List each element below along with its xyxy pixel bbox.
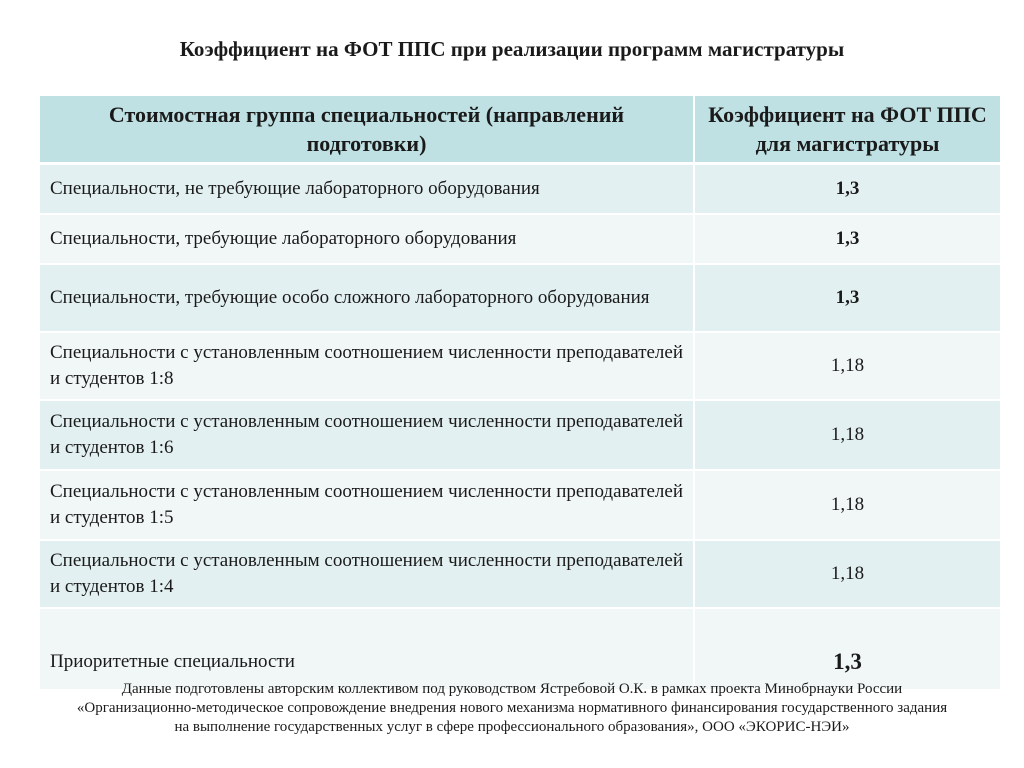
footnote-line: «Организационно-методическое сопровождение внедрения нового механизма нормативного финансирования государственного задания <box>76 700 948 716</box>
row-value: 1,18 <box>695 333 1000 401</box>
row-value: 1,3 <box>695 609 1000 691</box>
source-footnote <box>0 680 1024 737</box>
row-label: Приоритетные специальности <box>40 609 695 691</box>
table-row <box>40 265 1000 333</box>
footnote-line: на выполнение государственных услуг в сфере профессионального образования», ООО «ЭКОРИС-НЭИ» <box>174 719 850 735</box>
footnote-line: Данные подготовлены авторским коллективом под руководством Ястребовой О.К. в рамках проекта Минобрнауки России <box>121 681 903 697</box>
table-row <box>40 401 1000 471</box>
coefficient-table <box>40 96 1000 691</box>
row-value: 1,18 <box>695 401 1000 471</box>
row-label: Специальности с установленным соотношением численности преподавателей и студентов 1:8 <box>40 333 695 401</box>
row-label: Специальности с установленным соотношением численности преподавателей и студентов 1:5 <box>40 471 695 541</box>
row-value: 1,18 <box>695 541 1000 609</box>
row-value: 1,18 <box>695 471 1000 541</box>
table-header-row <box>40 96 1000 165</box>
table-row <box>40 609 1000 691</box>
table-row <box>40 333 1000 401</box>
column-header-group: Стоимостная группа специальностей (направлений подготовки) <box>40 96 695 165</box>
row-label: Специальности с установленным соотношением численности преподавателей и студентов 1:4 <box>40 541 695 609</box>
page-title: Коэффициент на ФОТ ППС при реализации программ магистратуры <box>179 37 845 61</box>
row-label: Специальности, требующие особо сложного лабораторного оборудования <box>40 265 695 333</box>
table-row <box>40 215 1000 265</box>
row-value: 1,3 <box>695 265 1000 333</box>
row-value: 1,3 <box>695 165 1000 215</box>
column-header-coefficient: Коэффициент на ФОТ ППС для магистратуры <box>695 96 1000 165</box>
row-label: Специальности, не требующие лабораторного оборудования <box>40 165 695 215</box>
table-row <box>40 541 1000 609</box>
row-label: Специальности с установленным соотношением численности преподавателей и студентов 1:6 <box>40 401 695 471</box>
row-value: 1,3 <box>695 215 1000 265</box>
table-row <box>40 165 1000 215</box>
table-row <box>40 471 1000 541</box>
row-label: Специальности, требующие лабораторного оборудования <box>40 215 695 265</box>
